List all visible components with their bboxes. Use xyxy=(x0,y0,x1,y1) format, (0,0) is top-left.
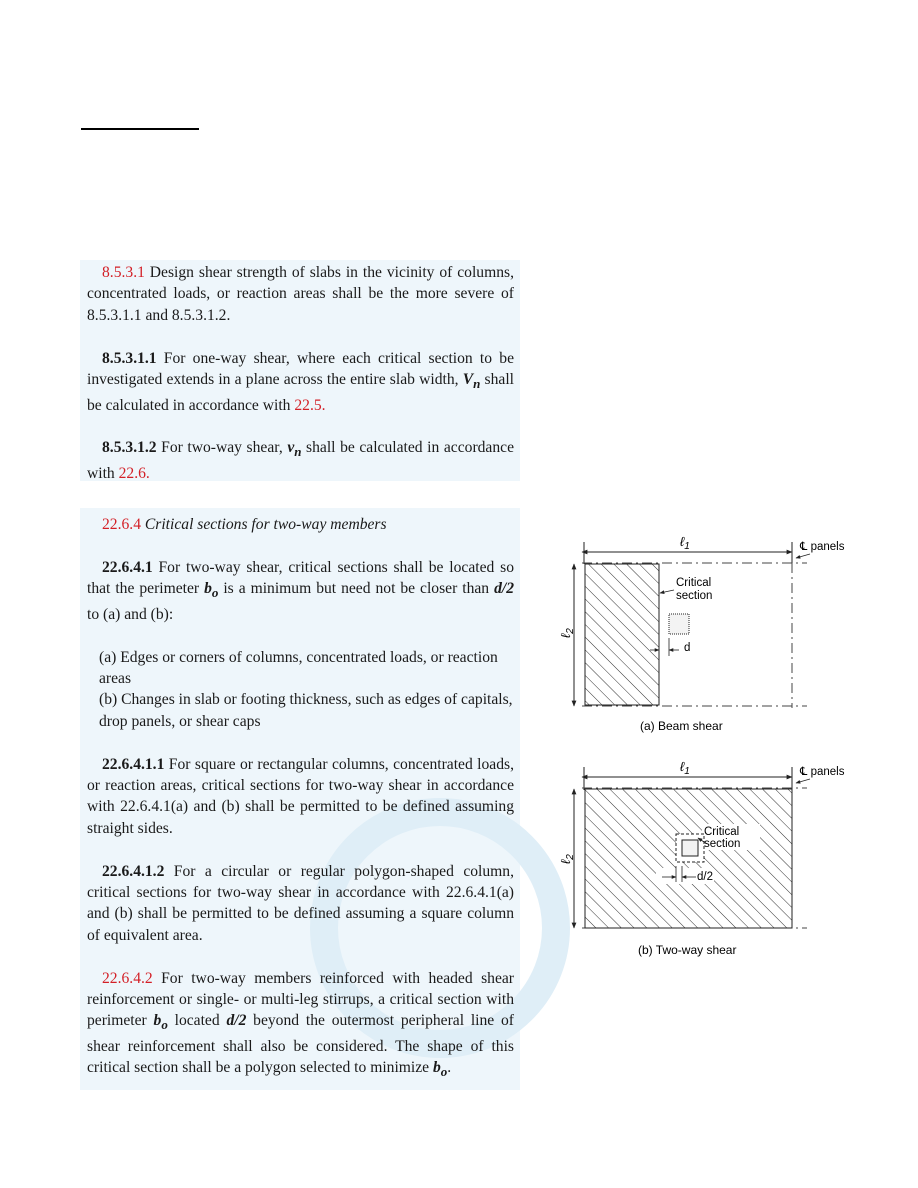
clause-22-6-4-1 xyxy=(87,557,514,625)
column-square xyxy=(682,840,698,856)
clause-22-6-4 xyxy=(87,514,514,535)
clause-text: to (a) and (b): xyxy=(87,605,174,623)
clause-text: For square or rectangular columns, concentrated loads, or reaction areas, critical sections for two-way shear in accordance with 22.6.4.1(a) and (b) shall be permitted to be defined assuming straight sides. xyxy=(87,755,514,837)
clause-number: 22.6.4.1.2 xyxy=(102,862,165,880)
clause-text: shall be calculated in accordance with xyxy=(87,371,514,414)
l1-label: ℓ$_1$ xyxy=(680,759,690,777)
reference-link[interactable]: 22.6 xyxy=(118,464,146,482)
list-item-a: (a) Edges or corners of columns, concentrated loads, or reaction areas xyxy=(99,648,498,687)
punctuation: . xyxy=(321,396,326,414)
column-square xyxy=(669,614,689,634)
centerline-panels-label: ℄ panels xyxy=(800,541,845,553)
centerline-panels-label: ℄ panels xyxy=(800,766,845,778)
clause-text: For one-way shear, where each critical section to be investigated extends in a plane across the entire slab width, xyxy=(87,349,514,389)
symbol: V xyxy=(462,371,474,389)
clause-text: located xyxy=(167,1012,227,1030)
two-way-shear-caption: (b) Two-way shear xyxy=(638,943,737,957)
clause-number: 8.5.3.1.2 xyxy=(102,439,157,457)
symbol: b xyxy=(433,1059,441,1077)
distance-symbol: d/2 xyxy=(494,580,515,598)
symbol-subscript: o xyxy=(211,585,219,601)
symbol: b xyxy=(204,580,212,598)
l2-label: ℓ$_2$ xyxy=(558,628,576,638)
beam-shear-caption: (a) Beam shear xyxy=(640,719,723,733)
clause-text: For two-way shear, critical sections shall be located so that the perimeter xyxy=(87,558,514,598)
clause-text: is a minimum but need not be closer than xyxy=(218,580,495,598)
d-dimension-label: d xyxy=(684,642,691,654)
clause-number: 8.5.3.1 xyxy=(102,264,145,281)
d-half-dimension-label: d/2 xyxy=(697,871,713,883)
two-way-shear-diagram xyxy=(558,759,845,957)
clause-title: Critical sections for two-way members xyxy=(140,516,387,533)
clause-text: shall be calculated in accordance with xyxy=(87,439,514,482)
clause-8-5-3-1-1 xyxy=(87,348,514,416)
clause-22-6-4-1-2 xyxy=(87,861,514,947)
code-box-8-5-3 xyxy=(80,260,520,481)
clause-number: 22.6.4.2 xyxy=(102,969,153,987)
clause-22-6-4-1-1 xyxy=(87,754,514,840)
clause-text: For two-way shear, xyxy=(156,439,288,457)
list-item-b: (b) Changes in slab or footing thickness, such as edges of capitals, drop panels, or shear caps xyxy=(99,691,513,730)
clause-text: For two-way members reinforced with headed shear reinforcement or single- or multi-leg stirrups, a critical section with perimeter xyxy=(87,969,514,1030)
symbol: b xyxy=(153,1012,162,1030)
symbol-subscript: o xyxy=(440,1064,448,1080)
clause-text: Design shear strength of slabs in the vicinity of columns, concentrated loads, or reaction areas shall be the more severe of 8.5.3.1.1 and 8.5.3.1.2. xyxy=(87,264,514,324)
critical-section-hatched-area xyxy=(585,564,659,705)
clause-8-5-3-1 xyxy=(87,262,514,326)
symbol-subscript: n xyxy=(294,444,302,460)
clause-number: 22.6.4 xyxy=(102,516,141,533)
clause-number: 22.6.4.1.1 xyxy=(102,755,165,773)
symbol-subscript: n xyxy=(473,376,481,392)
clause-8-5-3-1-2 xyxy=(87,437,514,484)
symbol-subscript: o xyxy=(161,1017,168,1033)
critical-section-label: Critical section xyxy=(676,577,713,602)
clause-22-6-4-2 xyxy=(87,968,514,1083)
critical-section-label: Critical section xyxy=(704,826,741,850)
punctuation: . xyxy=(145,464,150,482)
distance-symbol: d/2 xyxy=(226,1012,247,1030)
clause-number: 22.6.4.1 xyxy=(102,558,153,576)
symbol: v xyxy=(287,439,295,457)
clause-text: beyond the outermost peripheral line of shear reinforcement shall also be considered. The shape of this critical section shall be a polygon selected to minimize xyxy=(87,1012,515,1077)
critical-section-figure xyxy=(552,528,882,968)
l1-label: ℓ$_1$ xyxy=(680,534,690,552)
l2-label: ℓ$_2$ xyxy=(558,854,576,864)
clause-number: 8.5.3.1.1 xyxy=(102,349,157,367)
beam-shear-diagram xyxy=(558,534,845,733)
header-rule xyxy=(81,128,199,130)
clause-text: For a circular or regular polygon-shaped column, critical sections for two-way shear in accordance with 22.6.4.1(a) and (b) shall be permitted to be defined assuming a square column of equivalent area. xyxy=(87,862,514,944)
reference-link[interactable]: 22.5 xyxy=(294,396,322,414)
code-box-22-6-4 xyxy=(80,508,520,1090)
punctuation: . xyxy=(447,1059,452,1077)
